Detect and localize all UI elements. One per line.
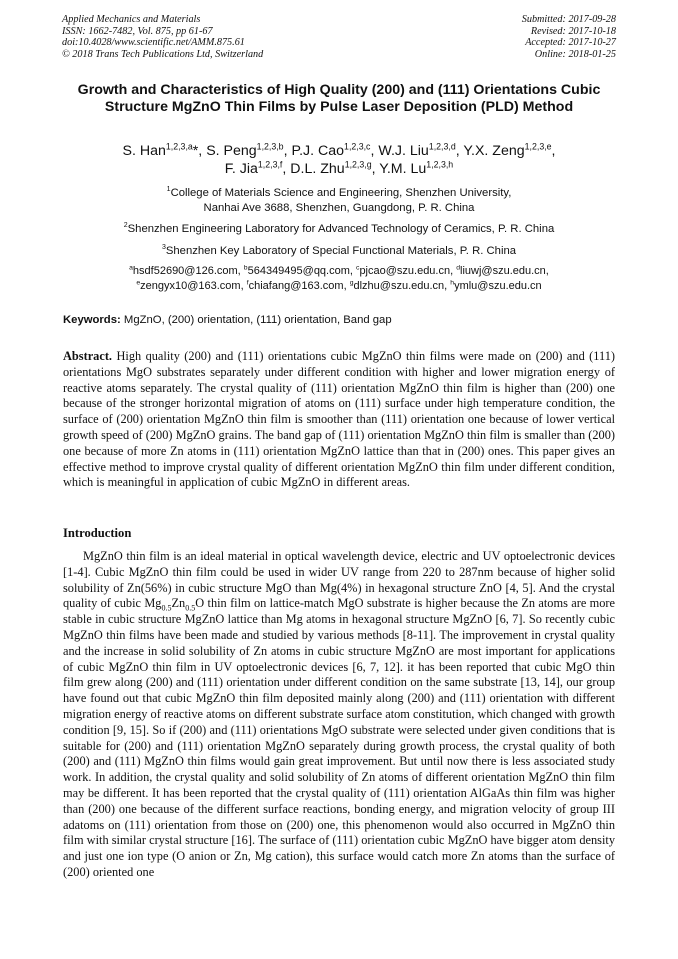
journal-issn: ISSN: 1662-7482, Vol. 875, pp 61-67	[62, 25, 213, 37]
author: D.L. Zhu$^{1,2,3,g}$,	[290, 159, 380, 177]
affiliation-2: $^2$Shenzhen Engineering Laboratory for Advanced Technology of Ceramics, P. R. China	[123, 222, 555, 235]
author: W.J. Liu$^{1,2,3,d}$,	[378, 141, 464, 159]
date-revised: Revised: 2017-10-18	[530, 25, 616, 37]
email: $^a$hsdf52690@126.com,	[129, 264, 244, 277]
affiliation-3: $^3$Shenzhen Key Laboratory of Special Functional Materials, P. R. China	[161, 244, 517, 257]
author: F. Jia$^{1,2,3,f}$,	[224, 159, 291, 177]
publication-dates	[522, 14, 616, 60]
journal-copyright: © 2018 Trans Tech Publications Ltd, Switzerland	[62, 48, 264, 60]
email: $^f$chiafang@163.com,	[246, 278, 350, 292]
email: $^d$liuwj@szu.edu.cn,	[456, 264, 549, 277]
paper-title: Growth and Characteristics of High Quality (200) and (111) Orientations Cubic Structure MgZnO Thin Films by Pulse Laser Deposition (PLD) Method	[77, 82, 601, 115]
abstract-label: Abstract.	[63, 349, 113, 363]
date-accepted: Accepted: 2017-10-27	[525, 37, 616, 49]
section-heading-introduction: Introduction	[63, 526, 132, 540]
abstract	[63, 349, 615, 491]
email: $^h$ymlu@szu.edu.cn	[450, 278, 542, 292]
email-list	[52, 264, 626, 293]
journal-doi: doi:10.4028/www.scientific.net/AMM.875.61	[62, 37, 245, 49]
affiliation-1: $^1$College of Materials Science and Engineering, Shenzhen University, Nanhai Ave 3688, Shenzhen, Guangdong, P. R. China	[166, 186, 512, 214]
author: S. Han$^{1,2,3,a}$*,	[122, 141, 207, 159]
journal-info	[62, 14, 263, 60]
author: S. Peng$^{1,2,3,b}$,	[206, 141, 292, 159]
keywords-label: Keywords:	[63, 314, 121, 326]
keywords-text: MgZnO, (200) orientation, (111) orientation, Band gap	[123, 314, 392, 326]
introduction-paragraph: MgZnO thin film is an ideal material in optical wavelength device, electric and UV optoelectronic devices [1-4]. Cubic MgZnO thin film could be used in wider UV range from 220 to 287nm because of higher solid solubility of Zn(56%) in cubic structure MgO than Mg(4%) in hexagonal structure ZnO [4, 5]. And the crystal quality of cubic $Mg_{0.5}Zn_{0.5}O$ thin film on lattice-match MgO substrate is higher because the Zn atoms are more stable in cubic structure MgZnO lattice than Mg atoms in hexagonal structure MgZnO [6, 7]. So recently cubic MgZnO thin films have been made and studied by various methods [8-11]. The improvement in crystal quality and the increase in solid solubility of Zn atoms in cubic structure MgZnO are most important for applications of cubic MgZnO thin film in UV optoelectronic devices [6, 7, 12]. it has been reported that cubic MgO thin film grew along (200) and (111) orientation under different condition on the same substrate [13, 14], our group have found out that cubic MgZnO thin film deposited mainly along (200) and (111) orientation with different migration energy of reactive atoms on different substrate surface atom constitution, which changed with growth condition [9, 15]. So if (200) and (111) orientations MgO substrate were selected under given conditions that is suitable for (200) and (111) orientation MgZnO separately during growth process, the crystal quality of both (200) and (111) MgZnO thin films would gain great improvement. But until now there is less associated study work. In addition, the crystal quality and solid solubility of Zn atoms of different orientation MgZnO thin film may be different. It has been reported that the crystal quality of (111) orientation AlGaAs thin film was higher than (200) one because of the different surface reactions, bonding energy, and migration velocity of group III adatoms on (111) orientation from those on (200) one, this phenomenon would also occurred in MgZnO thin film with similar crystal structure [16]. The surface of (111) orientation cubic MgZnO have bigger atom density and just one ion type (O anion or Zn, Mg cation), this surface would catch more Zn atoms than the surface of (200) oriented one	[63, 549, 616, 879]
email: $^g$dlzhu@szu.edu.cn,	[349, 278, 451, 292]
date-online: Online: 2018-01-25	[534, 48, 616, 60]
date-submitted: Submitted: 2017-09-28	[521, 14, 616, 25]
email: $^e$zengyx10@163.com,	[136, 278, 247, 292]
keywords	[63, 313, 615, 327]
author: Y.X. Zeng$^{1,2,3,e}$,	[463, 141, 556, 159]
email: $^b$564349495@qq.com,	[243, 264, 357, 277]
journal-name: Applied Mechanics and Materials	[62, 14, 201, 25]
author-list	[52, 142, 626, 178]
author: Y.M. Lu$^{1,2,3,h}$	[379, 159, 454, 177]
author: P.J. Cao$^{1,2,3,c}$,	[291, 141, 379, 159]
abstract-text: High quality (200) and (111) orientations cubic MgZnO thin films were made on (200) and (111) orientations MgO substrates separately under different condition with higher and lower migration energy of reactive atoms separately. The crystal quality of (111) orientation MgZnO thin film is higher than (200) one because of the stronger horizontal migration of atoms on (111) surface under high temperature condition, the surface of (200) orientation MgZnO thin film is smoother than (111) orientation one because of lower vertical growth speed of (200) MgZnO grains. The band gap of (111) orientation MgZnO thin film is smaller than (200) one because of more Zn atoms in (111) orientation MgZnO lattice than that in (200) ones. This paper gives an effective method to improve crystal quality of different orientation MgZnO thin film under different condition, which is meaningful in application of cubic MgZnO in different areas.	[63, 349, 616, 490]
email: $^c$pjcao@szu.edu.cn,	[356, 264, 457, 277]
